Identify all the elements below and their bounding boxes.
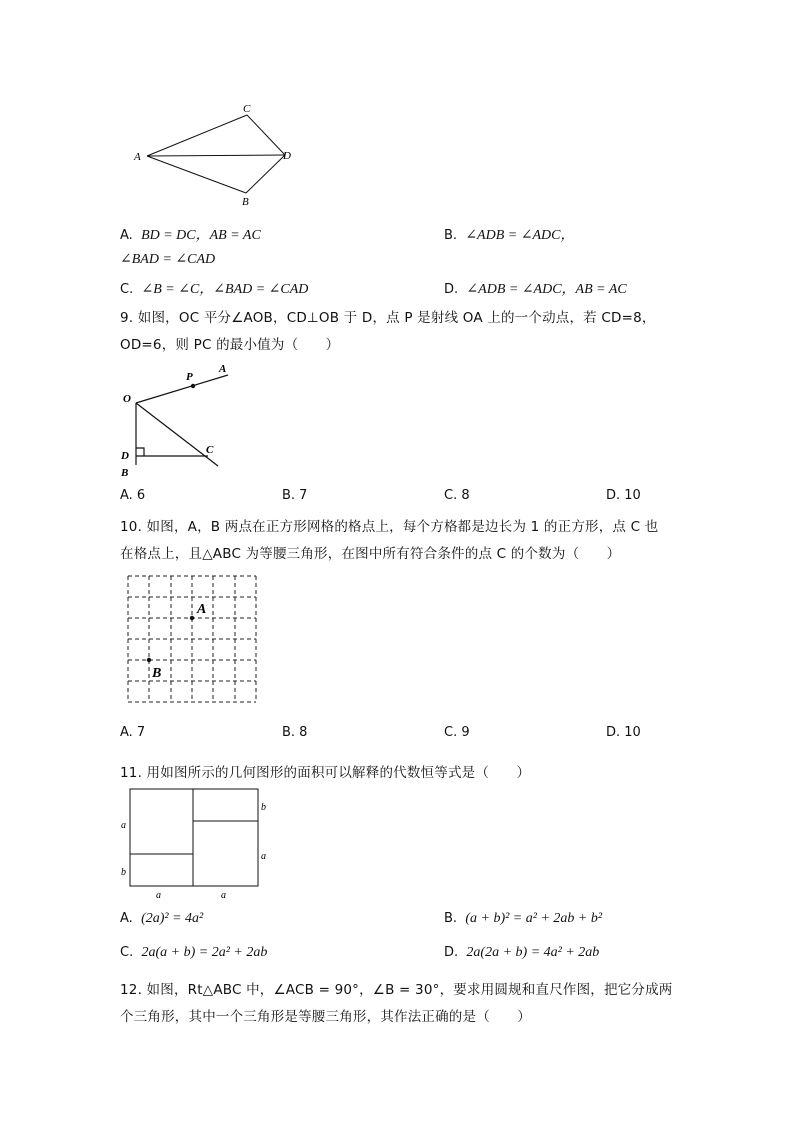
- q8-option-d[interactable]: [444, 278, 627, 298]
- area-model-figure: [118, 786, 273, 902]
- side-label-b-right: b: [261, 802, 266, 813]
- q10-stem-line2: 在格点上，且△ABC 为等腰三角形，在图中所有符合条件的点 C 的个数为（ ）: [120, 546, 621, 562]
- vertex-label-b: B: [242, 196, 249, 208]
- q8-option-a[interactable]: [120, 224, 261, 244]
- option-letter: B.: [444, 911, 458, 926]
- quadrilateral-figure: [130, 98, 305, 210]
- grid-label-a: A: [197, 602, 207, 617]
- q10-option-b[interactable]: B. 8: [282, 725, 308, 740]
- option-letter: C.: [120, 282, 134, 297]
- bottom-label-a-right: a: [221, 890, 226, 901]
- square-grid-figure: [125, 573, 260, 705]
- q10-stem-line1: 10. 如图，A，B 两点在正方形网格的格点上，每个方格都是边长为 1 的正方形，点 C 也: [120, 519, 659, 535]
- q9-option-b[interactable]: B. 7: [282, 488, 308, 503]
- grid-label-b: B: [152, 666, 162, 681]
- q9-option-a[interactable]: A. 6: [120, 488, 146, 503]
- option-text: ∠ADB = ∠ADC，: [465, 228, 575, 243]
- q9-option-c[interactable]: C. 8: [444, 488, 470, 503]
- side-label-a-left: a: [121, 820, 126, 831]
- q10-option-c[interactable]: C. 9: [444, 725, 470, 740]
- option-letter: D.: [444, 945, 459, 960]
- angle-bisector-figure: [115, 360, 235, 478]
- q8-option-b[interactable]: [444, 224, 574, 244]
- option-text: (a + b)² = a² + 2ab + b²: [465, 911, 603, 926]
- option-letter: C.: [120, 945, 134, 960]
- q11-option-d[interactable]: [444, 945, 599, 961]
- grid-point-b: [147, 658, 151, 662]
- option-text: BD = DC，AB = AC: [141, 228, 261, 243]
- q11-option-b[interactable]: [444, 911, 602, 927]
- q11-option-c[interactable]: [120, 945, 267, 961]
- point-label-d: D: [121, 450, 129, 462]
- option-text: 2a(2a + b) = 4a² + 2ab: [466, 945, 600, 960]
- q9-option-d[interactable]: D. 10: [606, 488, 641, 503]
- q10-option-d[interactable]: D. 10: [606, 725, 641, 740]
- option-text: 2a(a + b) = 2a² + 2ab: [141, 945, 268, 960]
- point-label-b: B: [121, 467, 129, 478]
- q11-option-a[interactable]: [120, 911, 203, 927]
- point-label-p: P: [186, 371, 193, 383]
- point-p-dot: [191, 384, 195, 388]
- option-text: ∠ADB = ∠ADC，AB = AC: [466, 282, 627, 297]
- q12-stem-line2: 个三角形，其中一个三角形是等腰三角形，其作法正确的是（ ）: [120, 1009, 531, 1025]
- point-label-o: O: [123, 393, 131, 405]
- option-letter: D.: [444, 282, 459, 297]
- q8-option-b-continued: ∠BAD = ∠CAD: [120, 252, 216, 267]
- option-letter: A.: [120, 911, 133, 926]
- side-label-b-left: b: [121, 867, 126, 878]
- grid-point-a: [190, 616, 194, 620]
- q12-stem-line1: 12. 如图，Rt△ABC 中，∠ACB = 90°，∠B = 30°，要求用圆规和直尺作图，把它分成两: [120, 982, 673, 998]
- q10-option-a[interactable]: A. 7: [120, 725, 146, 740]
- side-label-a-right: a: [261, 851, 266, 862]
- q9-stem-line2: OD=6，则 PC 的最小值为（ ）: [120, 337, 340, 353]
- bottom-label-a-left: a: [156, 890, 161, 901]
- point-label-a: A: [219, 363, 227, 375]
- option-text: (2a)² = 4a²: [141, 911, 204, 926]
- vertex-label-d: D: [283, 150, 291, 162]
- q8-option-c[interactable]: [120, 278, 308, 298]
- option-text: ∠B = ∠C，∠BAD = ∠CAD: [141, 282, 309, 297]
- q11-stem: 11. 用如图所示的几何图形的面积可以解释的代数恒等式是（ ）: [120, 765, 531, 781]
- option-letter: B.: [444, 228, 458, 243]
- vertex-label-a: A: [134, 151, 141, 163]
- point-label-c: C: [206, 444, 214, 456]
- option-letter: A.: [120, 228, 133, 243]
- q9-stem-line1: 9. 如图，OC 平分∠AOB，CD⊥OB 于 D，点 P 是射线 OA 上的一个动点，若 CD=8，: [120, 310, 656, 326]
- vertex-label-c: C: [243, 103, 251, 115]
